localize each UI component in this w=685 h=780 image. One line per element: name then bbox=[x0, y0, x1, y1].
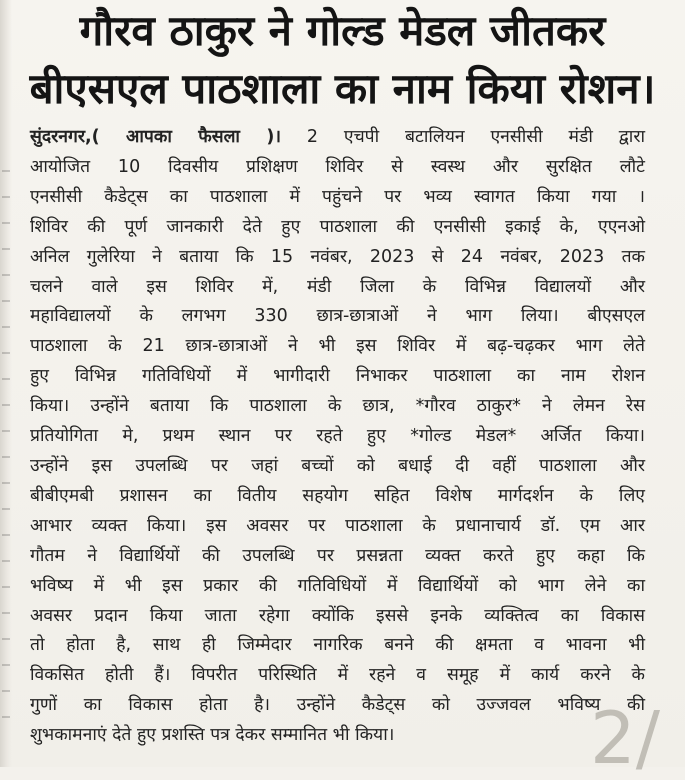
article-line-1 bbox=[30, 123, 645, 153]
article-line-18: तो होता है, साथ ही जिम्मेदार नागरिक बनने की क्षमता व भावना भी bbox=[30, 635, 645, 656]
article-line-17: अवसर प्रदान किया जाता रहेगा क्योंकि इससे इनके व्यक्तित्व का विकास bbox=[30, 605, 645, 626]
article-line-16: भविष्य में भी इस प्रकार की गतिविधियों में विद्यार्थियों को भाग लेने का bbox=[30, 575, 645, 596]
article-line-14: आभार व्यक्त किया। इस अवसर पर पाठशाला के प्रधानाचार्य डॉ. एम आर bbox=[30, 515, 645, 536]
article-line-5: अनिल गुलेरिया ने बताया कि 15 नवंबर, 2023 से 24 नवंबर, 2023 तक bbox=[30, 246, 645, 267]
adjacent-column-fragments bbox=[2, 170, 10, 730]
article-line-2: आयोजित 10 दिवसीय प्रशिक्षण शिविर से स्वस्थ और सुरक्षित लौटे bbox=[30, 156, 645, 177]
article-line-1-text: 2 एचपी बटालियन एनसीसी मंडी द्वारा bbox=[281, 127, 646, 147]
article-line-19: विकसित होती हैं। विपरीत परिस्थिति में रहने व समूह में कार्य करने के bbox=[30, 665, 645, 686]
article-line-6: चलने वाले इस शिविर में, मंडी जिला के विभिन्न विद्यालयों और bbox=[30, 276, 645, 297]
article-line-4: शिविर की पूर्ण जानकारी देते हुए पाठशाला की एनसीसी इकाई के, एएनओ bbox=[30, 216, 645, 237]
headline-line-2: बीएसएल पाठशाला का नाम किया रोशन। bbox=[29, 64, 656, 113]
article-line-3: एनसीसी कैडेट्स का पाठशाला में पहुंचने पर भव्य स्वागत किया गया । bbox=[30, 186, 645, 207]
article-line-12: उन्होंने इस उपलब्धि पर जहां बच्चों को बधाई दी वहीं पाठशाला और bbox=[30, 455, 645, 476]
headline-line-1: गौरव ठाकुर ने गोल्ड मेडल जीतकर bbox=[79, 6, 606, 55]
article-line-15: गौतम ने विद्यार्थियों की उपलब्धि पर प्रसन्नता व्यक्त करते हुए कहा कि bbox=[30, 545, 645, 566]
article-line-20: गुणों का विकास होता है। उन्होंने कैडेट्स को उज्जवल भविष्य की bbox=[30, 695, 645, 716]
headline bbox=[20, 2, 665, 118]
article-body bbox=[30, 123, 645, 751]
article-line-13: बीबीएमबी प्रशासन का वितीय सहयोग सहित विशेष मार्गदर्शन के लिए bbox=[30, 485, 645, 506]
page-number-fragment: 2/ bbox=[590, 696, 661, 780]
article-line-7: महाविद्यालयों के लगभग 330 छात्र-छात्राओं ने भाग लिया। बीएसएल bbox=[30, 306, 645, 327]
article-line-10: किया। उन्होंने बताया कि पाठशाला के छात्र, *गौरव ठाकुर* ने लेमन रेस bbox=[30, 396, 645, 417]
article-line-9: हुए विभिन्न गतिविधियों में भागीदारी निभाकर पाठशाला का नाम रोशन bbox=[30, 366, 645, 387]
article-line-21: शुभकामनाएं देते हुए प्रशस्ति पत्र देकर सम्मानित भी किया। bbox=[30, 725, 395, 746]
dateline: सुंदरनगर,( आपका फैसला )। bbox=[30, 127, 282, 147]
article-line-8: पाठशाला के 21 छात्र-छात्राओं ने भी इस शिविर में बढ़-चढ़कर भाग लेते bbox=[30, 336, 645, 357]
article-line-11: प्रतियोगिता मे, प्रथम स्थान पर रहते हुए *गोल्ड मेडल* अर्जित किया। bbox=[30, 426, 645, 447]
